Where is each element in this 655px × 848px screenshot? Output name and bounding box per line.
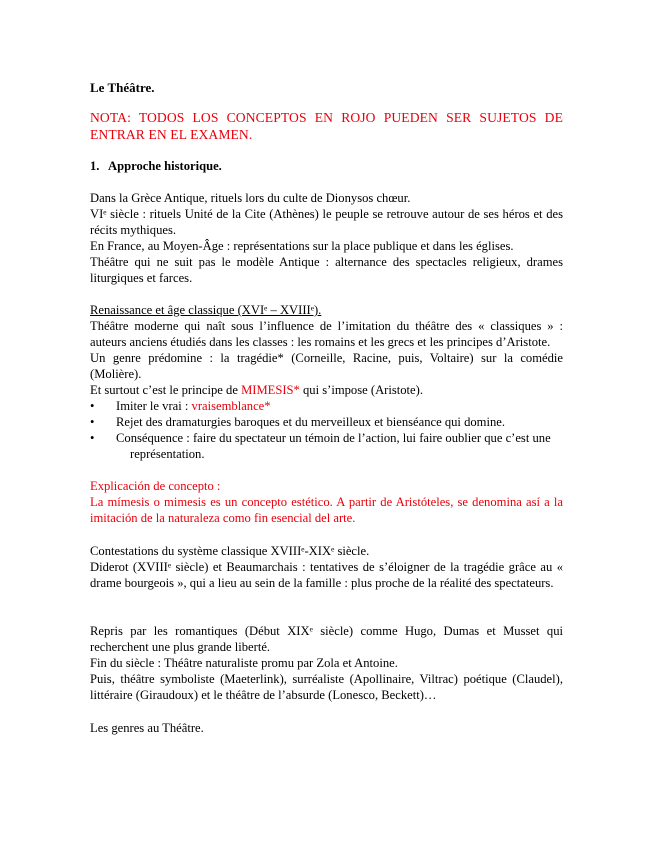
genres-heading: Les genres au Théâtre.	[90, 721, 204, 735]
intro-line-2: VIᵉ siècle : rituels Unité de la Cite (Athènes) le peuple se retrouve autour de ses héros et des récits mythiques.	[90, 207, 563, 237]
explication-section	[90, 478, 563, 526]
explication-text: La mímesis o mimesis es un concepto estético. A partir de Aristóteles, se denomina así a la imitación de la naturaleza como fin esencial del arte.	[90, 495, 563, 525]
renaissance-heading: Renaissance et âge classique (XVIᵉ – XVIIIᵉ).	[90, 303, 322, 317]
contestations-heading: Contestations du système classique XVIIIᵉ-XIXᵉ siècle.	[90, 544, 370, 558]
romantiques-para-2: Fin du siècle : Théâtre naturaliste promu par Zola et Antoine.	[90, 656, 398, 670]
bullet-item-2	[90, 414, 563, 430]
intro-line-4: Théâtre qui ne suit pas le modèle Antique : alternance des spectacles religieux, drames liturgiques et farces.	[90, 255, 563, 285]
section-heading	[90, 158, 563, 174]
renaissance-para-1: Théâtre moderne qui naît sous l’influence de l’imitation du théâtre des « classiques » : auteurs anciens étudiés dans les classes : les romains et les grecs et les principes d’Aristote.	[90, 319, 563, 349]
document-title-block	[90, 80, 563, 96]
romantiques-section	[90, 623, 563, 703]
bullet-item-1	[90, 398, 563, 414]
romantiques-para-1: Repris par les romantiques (Début XIXᵉ siècle) comme Hugo, Dumas et Musset qui recherchent une plus grande liberté.	[90, 624, 563, 654]
genres-section	[90, 720, 563, 736]
document-title: Le Théâtre.	[90, 80, 155, 95]
intro-paragraphs	[90, 190, 563, 286]
vraisemblance-word: vraisemblance*	[191, 399, 271, 413]
bullet-icon: •	[90, 415, 95, 429]
bullet-3-line-1: Conséquence : faire du spectateur un témoin de l’action, lui faire oublier que c’est une	[116, 431, 551, 445]
bullet-icon: •	[90, 431, 95, 445]
renaissance-section	[90, 302, 563, 462]
bullet-item-3	[90, 430, 563, 462]
mimesis-after: qui s’impose (Aristote).	[299, 383, 423, 397]
mimesis-line	[90, 382, 563, 398]
mimesis-before: Et surtout c’est le principe de	[90, 383, 242, 397]
bullet-2-text: Rejet des dramaturgies baroques et du merveilleux et bienséance qui domine.	[116, 415, 505, 429]
nota-block	[90, 110, 563, 143]
explication-heading: Explicación de concepto :	[90, 479, 221, 493]
bullet-3-line-2: représentation.	[130, 447, 205, 461]
intro-line-1: Dans la Grèce Antique, rituels lors du culte de Dionysos chœur.	[90, 191, 411, 205]
section-title: Approche historique.	[108, 159, 222, 173]
bullet-1-text: Imiter le vrai :	[116, 399, 192, 413]
contestations-section	[90, 543, 563, 591]
romantiques-para-3: Puis, théâtre symboliste (Maeterlink), surréaliste (Apollinaire, Viltrac) poétique (Claudel), littéraire (Giraudoux) et le théâtre de l’absurde (Lonesco, Beckett)…	[90, 672, 563, 702]
renaissance-para-2: Un genre prédomine : la tragédie* (Corneille, Racine, puis, Voltaire) sur la comédie (Molière).	[90, 351, 563, 381]
nota-text: NOTA: TODOS LOS CONCEPTOS EN ROJO PUEDEN SER SUJETOS DE ENTRAR EN EL EXAMEN.	[90, 110, 563, 142]
mimesis-word: MIMESIS*	[241, 383, 300, 397]
section-number: 1.	[90, 159, 100, 173]
intro-line-3: En France, au Moyen-Âge : représentations sur la place publique et dans les églises.	[90, 239, 514, 253]
contestations-text: Diderot (XVIIIᵉ siècle) et Beaumarchais : tentatives de s’éloigner de la tragédie grâce au « drame bourgeois », qui a lieu au sein de la famille : plus proche de la réalité des spectateurs.	[90, 560, 563, 590]
bullet-icon: •	[90, 399, 95, 413]
